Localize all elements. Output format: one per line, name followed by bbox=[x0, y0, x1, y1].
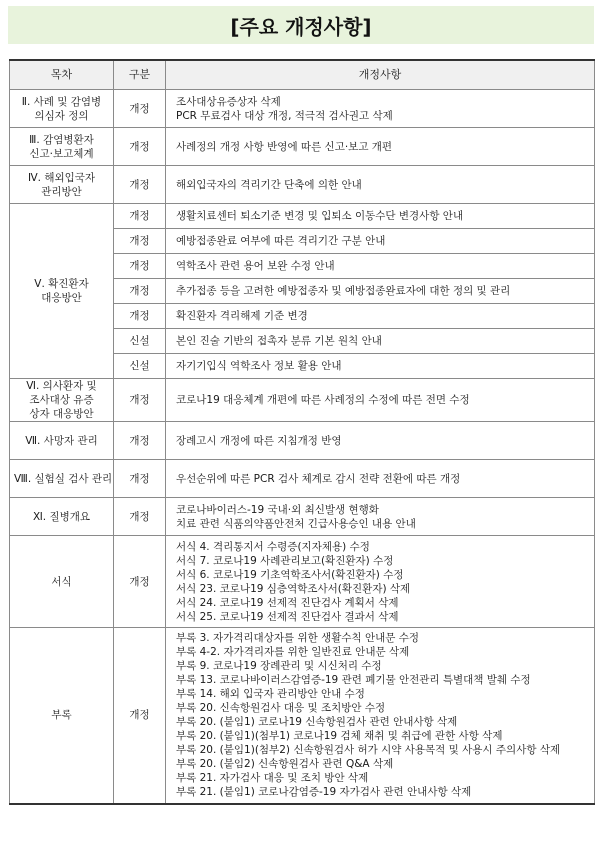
detail-line: 서식 4. 격리통지서 수령증(지자체용) 수정 bbox=[176, 540, 370, 553]
detail-cell bbox=[166, 628, 595, 804]
detail-line: 서식 7. 코로나19 사례관리보고(확진환자) 수정 bbox=[176, 554, 394, 567]
detail-cell bbox=[166, 354, 595, 379]
table-row bbox=[10, 536, 595, 628]
detail-line: 추가접종 등을 고려한 예방접종자 및 예방접종완료자에 대한 정의 및 관리 bbox=[176, 285, 511, 297]
detail-line: 우선순위에 따른 PCR 검사 체계로 감시 전략 전환에 따른 개정 bbox=[176, 472, 461, 485]
detail-line: 부록 9. 코로나19 장례관리 및 시신처리 수정 bbox=[176, 660, 382, 673]
header-detail: 개정사항 bbox=[166, 60, 595, 90]
detail-line: 부록 20. (붙임2) 신속항원검사 관련 Q&A 삭제 bbox=[176, 758, 394, 771]
toc-line: Ⅱ. 사례 및 감염병 bbox=[21, 95, 102, 108]
type-cell: 개정 bbox=[114, 254, 166, 279]
table-row bbox=[10, 498, 595, 536]
type-cell: 개정 bbox=[114, 128, 166, 166]
detail-cell bbox=[166, 204, 595, 229]
page-title: [주요 개정사항] bbox=[230, 14, 372, 39]
table-row bbox=[10, 204, 595, 229]
type-cell: 개정 bbox=[114, 229, 166, 254]
type-cell: 개정 bbox=[114, 204, 166, 229]
detail-line: 코로나바이러스-19 국내·외 최신발생 현행화 bbox=[176, 503, 379, 516]
detail-cell bbox=[166, 229, 595, 254]
type-cell: 개정 bbox=[114, 90, 166, 128]
detail-line: 사례정의 개정 사항 반영에 따른 신고·보고 개편 bbox=[176, 140, 393, 153]
table-row bbox=[10, 460, 595, 498]
detail-line: 서식 25. 코로나19 선제적 진단검사 결과서 삭제 bbox=[176, 610, 399, 623]
detail-cell bbox=[166, 422, 595, 460]
detail-line: 생활치료센터 퇴소기준 변경 및 입퇴소 이동수단 변경사항 안내 bbox=[176, 210, 464, 222]
toc-cell bbox=[10, 379, 114, 422]
type-cell: 개정 bbox=[114, 460, 166, 498]
detail-cell bbox=[166, 498, 595, 536]
table-row bbox=[10, 166, 595, 204]
header-toc: 목차 bbox=[10, 60, 114, 90]
table-row bbox=[10, 628, 595, 804]
toc-line: Ⅺ. 질병개요 bbox=[32, 510, 91, 523]
detail-line: 부록 20. 신속항원검사 대응 및 조치방안 수정 bbox=[176, 702, 386, 715]
toc-line: 의심자 정의 bbox=[34, 109, 89, 122]
detail-line: 역학조사 관련 용어 보완 수정 안내 bbox=[176, 260, 335, 272]
toc-line: 부록 bbox=[51, 709, 72, 722]
detail-line: 자기기입식 역학조사 정보 활용 안내 bbox=[176, 360, 342, 372]
toc-line: 신고·보고체계 bbox=[29, 147, 94, 160]
type-cell: 개정 bbox=[114, 166, 166, 204]
table-row bbox=[10, 128, 595, 166]
toc-line: Ⅲ. 감염병환자 bbox=[29, 133, 94, 146]
title-banner bbox=[8, 6, 594, 44]
toc-line: Ⅷ. 실험실 검사 관리 bbox=[14, 472, 113, 485]
detail-line: 장례고시 개정에 따른 지침개정 반영 bbox=[176, 434, 342, 447]
detail-cell bbox=[166, 304, 595, 329]
detail-line: 부록 21. 자가검사 대응 및 조치 방안 삭제 bbox=[176, 772, 369, 785]
detail-line: 조사대상유증상자 삭제 bbox=[176, 95, 281, 108]
toc-line: 관리방안 bbox=[41, 185, 82, 198]
detail-cell bbox=[166, 90, 595, 128]
type-cell: 개정 bbox=[114, 279, 166, 304]
detail-cell bbox=[166, 279, 595, 304]
detail-line: 치료 관련 식품의약품안전처 긴급사용승인 내용 안내 bbox=[176, 517, 416, 530]
detail-line: 확진환자 격리해제 기준 변경 bbox=[176, 310, 308, 322]
toc-cell bbox=[10, 422, 114, 460]
toc-line: Ⅳ. 해외입국자 bbox=[27, 171, 96, 184]
detail-line: 코로나19 대응체계 개편에 따른 사례정의 수정에 따른 전면 수정 bbox=[176, 394, 470, 406]
toc-line: 서식 bbox=[51, 575, 72, 588]
detail-line: 서식 23. 코로나19 심층역학조사서(확진환자) 삭제 bbox=[176, 582, 411, 595]
detail-line: 부록 21. (붙임1) 코로나감염증-19 자가검사 관련 안내사항 삭제 bbox=[176, 786, 472, 799]
detail-line: 부록 3. 자가격리대상자를 위한 생활수칙 안내문 수정 bbox=[176, 632, 420, 645]
detail-line: 부록 20. (붙임1)(첨부1) 코로나19 검체 채취 및 취급에 관한 사항 삭제 bbox=[176, 730, 503, 743]
toc-cell bbox=[10, 498, 114, 536]
table-row bbox=[10, 90, 595, 128]
table-row bbox=[10, 422, 595, 460]
type-cell: 개정 bbox=[114, 304, 166, 329]
detail-line: 본인 진술 기반의 접촉자 분류 기본 원칙 안내 bbox=[176, 335, 382, 347]
detail-line: 서식 6. 코로나19 기초역학조사서(확진환자) 수정 bbox=[176, 568, 404, 581]
toc-line: Ⅴ. 확진환자 bbox=[34, 278, 89, 290]
toc-cell bbox=[10, 536, 114, 628]
toc-cell bbox=[10, 460, 114, 498]
toc-cell bbox=[10, 204, 114, 379]
detail-line: 부록 20. (붙임1)(첨부2) 신속항원검사 허가 시약 사용목적 및 사용시 주의사항 삭제 bbox=[176, 744, 561, 757]
toc-cell bbox=[10, 128, 114, 166]
detail-cell bbox=[166, 460, 595, 498]
detail-cell bbox=[166, 254, 595, 279]
revision-table bbox=[9, 59, 595, 805]
detail-cell bbox=[166, 379, 595, 422]
toc-cell bbox=[10, 166, 114, 204]
table-header-row bbox=[10, 60, 595, 90]
detail-line: 부록 14. 해외 입국자 관리방안 안내 수정 bbox=[176, 688, 365, 701]
type-cell: 개정 bbox=[114, 628, 166, 804]
toc-line: 상자 대응방안 bbox=[29, 408, 94, 420]
detail-cell bbox=[166, 329, 595, 354]
detail-cell bbox=[166, 166, 595, 204]
detail-line: PCR 무료검사 대상 개정, 적극적 검사권고 삭제 bbox=[176, 109, 393, 122]
header-type: 구분 bbox=[114, 60, 166, 90]
type-cell: 개정 bbox=[114, 536, 166, 628]
type-cell: 개정 bbox=[114, 422, 166, 460]
toc-line: Ⅵ. 의사환자 및 bbox=[26, 380, 97, 392]
detail-line: 부록 20. (붙임1) 코로나19 신속항원검사 관련 안내사항 삭제 bbox=[176, 716, 458, 729]
detail-line: 부록 13. 코로나바이러스감염증-19 관련 폐기물 안전관리 특별대책 발췌 수정 bbox=[176, 674, 531, 687]
toc-cell bbox=[10, 90, 114, 128]
detail-line: 예방접종완료 여부에 따른 격리기간 구분 안내 bbox=[176, 235, 386, 247]
type-cell: 개정 bbox=[114, 379, 166, 422]
toc-line: 조사대상 유증 bbox=[29, 394, 94, 406]
type-cell: 신설 bbox=[114, 354, 166, 379]
type-cell: 신설 bbox=[114, 329, 166, 354]
table-row bbox=[10, 379, 595, 422]
detail-line: 해외입국자의 격리기간 단축에 의한 안내 bbox=[176, 178, 362, 191]
detail-cell bbox=[166, 536, 595, 628]
detail-line: 서식 24. 코로나19 선제적 진단검사 계획서 삭제 bbox=[176, 596, 399, 609]
toc-line: 대응방안 bbox=[41, 292, 82, 304]
detail-line: 부록 4-2. 자가격리자를 위한 일반진료 안내문 삭제 bbox=[176, 646, 410, 659]
toc-line: Ⅶ. 사망자 관리 bbox=[25, 434, 98, 447]
detail-cell bbox=[166, 128, 595, 166]
toc-cell bbox=[10, 628, 114, 804]
type-cell: 개정 bbox=[114, 498, 166, 536]
